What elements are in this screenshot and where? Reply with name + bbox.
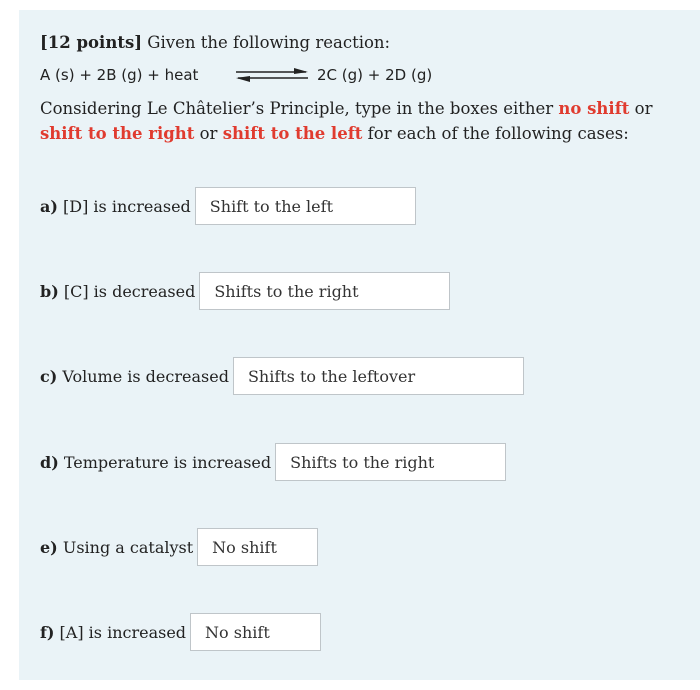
case-label bbox=[40, 538, 193, 557]
case-letter: b) bbox=[40, 281, 59, 301]
case-letter: e) bbox=[40, 537, 58, 557]
case-text: Temperature is increased bbox=[58, 452, 272, 472]
reaction-equation bbox=[40, 64, 460, 86]
answer-box-f[interactable]: No shift bbox=[190, 613, 321, 651]
case-text: Using a catalyst bbox=[57, 537, 194, 557]
answer-box-e[interactable]: No shift bbox=[197, 528, 318, 566]
instructions-text: Considering Le Châtelier’s Principle, type in the boxes either bbox=[40, 99, 559, 118]
instructions bbox=[40, 96, 695, 146]
case-label bbox=[40, 453, 271, 472]
option-shift-right: shift to the right bbox=[40, 124, 195, 143]
case-letter: a) bbox=[40, 196, 58, 216]
case-letter: d) bbox=[40, 452, 59, 472]
case-label bbox=[40, 623, 186, 642]
reaction-reactants: A (s) + 2B (g) + heat bbox=[40, 66, 199, 84]
case-label bbox=[40, 367, 229, 386]
instructions-text-or: or bbox=[629, 99, 653, 118]
case-letter: f) bbox=[40, 622, 55, 642]
case-e bbox=[40, 528, 318, 566]
case-letter: c) bbox=[40, 366, 58, 386]
instructions-text-end: for each of the following cases: bbox=[362, 124, 629, 143]
reaction-products: 2C (g) + 2D (g) bbox=[317, 66, 433, 84]
case-d bbox=[40, 443, 506, 481]
intro-text: Given the following reaction: bbox=[142, 33, 391, 52]
case-b bbox=[40, 272, 450, 310]
option-shift-left: shift to the left bbox=[222, 124, 363, 143]
instructions-text-or: or bbox=[194, 124, 223, 143]
answer-box-d[interactable]: Shifts to the right bbox=[275, 443, 506, 481]
answer-box-b[interactable]: Shifts to the right bbox=[199, 272, 450, 310]
option-no-shift: no shift bbox=[558, 99, 630, 118]
answer-box-a[interactable]: Shift to the left bbox=[195, 187, 416, 225]
case-text: [A] is increased bbox=[54, 622, 187, 642]
case-text: [C] is decreased bbox=[58, 281, 196, 301]
case-f bbox=[40, 613, 321, 651]
question-header bbox=[40, 33, 390, 52]
equilibrium-arrow-icon bbox=[232, 67, 312, 83]
answer-box-c[interactable]: Shifts to the leftover bbox=[233, 357, 524, 395]
points-label: [12 points] bbox=[40, 33, 143, 52]
case-label bbox=[40, 197, 191, 216]
case-text: Volume is decreased bbox=[57, 366, 229, 386]
case-text: [D] is increased bbox=[57, 196, 191, 216]
case-label bbox=[40, 282, 195, 301]
case-a bbox=[40, 187, 416, 225]
case-c bbox=[40, 357, 524, 395]
